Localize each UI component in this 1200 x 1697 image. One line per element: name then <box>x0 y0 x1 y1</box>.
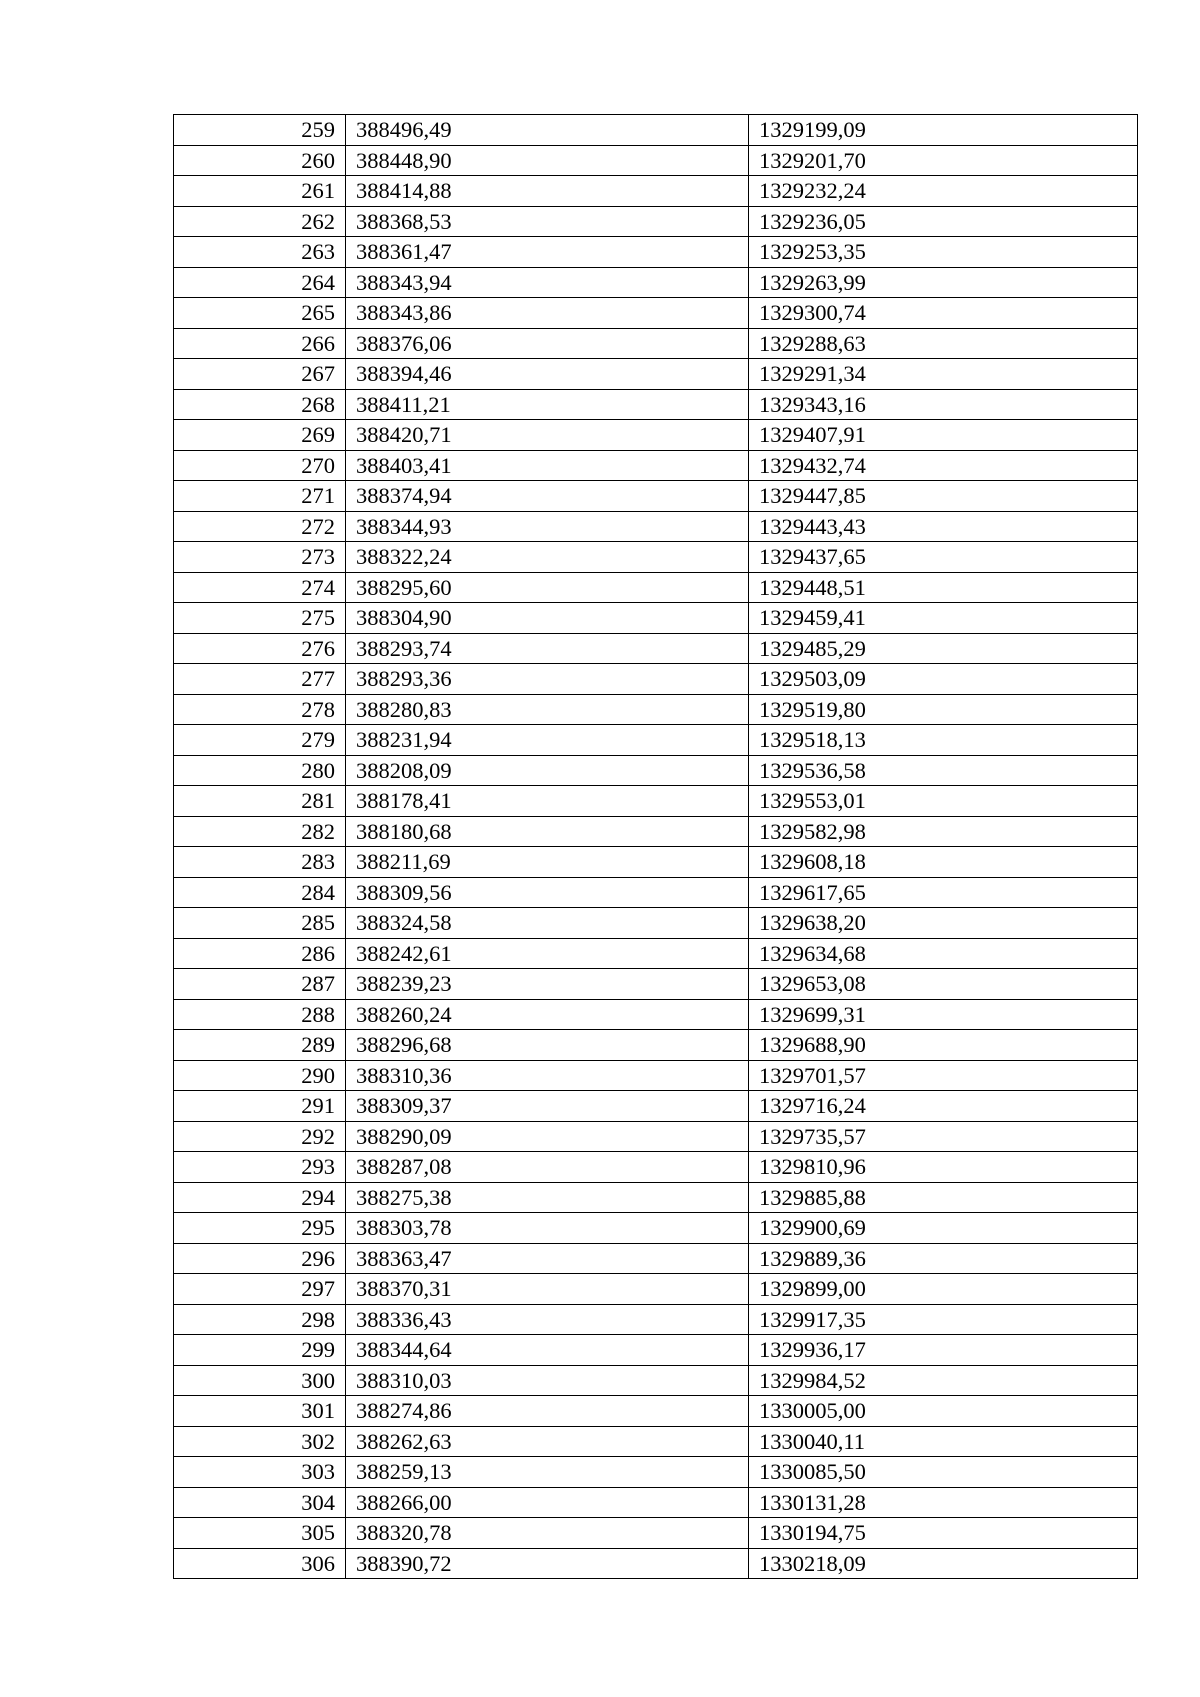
table-row <box>174 1213 1138 1244</box>
point-number-cell: 290 <box>174 1060 346 1091</box>
y-coordinate-cell: 1329443,43 <box>749 511 1138 542</box>
table-row <box>174 1152 1138 1183</box>
y-coordinate-cell: 1329447,85 <box>749 481 1138 512</box>
y-coordinate-cell: 1329701,57 <box>749 1060 1138 1091</box>
x-coordinate-cell: 388322,24 <box>346 542 749 573</box>
y-coordinate-cell: 1329553,01 <box>749 786 1138 817</box>
x-coordinate-cell: 388390,72 <box>346 1548 749 1579</box>
y-coordinate-cell: 1329638,20 <box>749 908 1138 939</box>
point-number-cell: 264 <box>174 267 346 298</box>
point-number-cell: 276 <box>174 633 346 664</box>
x-coordinate-cell: 388211,69 <box>346 847 749 878</box>
table-row <box>174 755 1138 786</box>
x-coordinate-cell: 388320,78 <box>346 1518 749 1549</box>
point-number-cell: 296 <box>174 1243 346 1274</box>
x-coordinate-cell: 388242,61 <box>346 938 749 969</box>
table-row <box>174 481 1138 512</box>
point-number-cell: 289 <box>174 1030 346 1061</box>
point-number-cell: 268 <box>174 389 346 420</box>
point-number-cell: 292 <box>174 1121 346 1152</box>
table-row <box>174 176 1138 207</box>
y-coordinate-cell: 1329300,74 <box>749 298 1138 329</box>
x-coordinate-cell: 388274,86 <box>346 1396 749 1427</box>
x-coordinate-cell: 388420,71 <box>346 420 749 451</box>
table-row <box>174 1274 1138 1305</box>
point-number-cell: 288 <box>174 999 346 1030</box>
x-coordinate-cell: 388370,31 <box>346 1274 749 1305</box>
y-coordinate-cell: 1330218,09 <box>749 1548 1138 1579</box>
table-row <box>174 1030 1138 1061</box>
table-row <box>174 359 1138 390</box>
y-coordinate-cell: 1329459,41 <box>749 603 1138 634</box>
point-number-cell: 286 <box>174 938 346 969</box>
x-coordinate-cell: 388309,37 <box>346 1091 749 1122</box>
point-number-cell: 260 <box>174 145 346 176</box>
table-row <box>174 603 1138 634</box>
x-coordinate-cell: 388303,78 <box>346 1213 749 1244</box>
x-coordinate-cell: 388260,24 <box>346 999 749 1030</box>
x-coordinate-cell: 388266,00 <box>346 1487 749 1518</box>
table-row <box>174 511 1138 542</box>
x-coordinate-cell: 388239,23 <box>346 969 749 1000</box>
point-number-cell: 283 <box>174 847 346 878</box>
point-number-cell: 273 <box>174 542 346 573</box>
y-coordinate-cell: 1329343,16 <box>749 389 1138 420</box>
table-row <box>174 1426 1138 1457</box>
table-row <box>174 1548 1138 1579</box>
x-coordinate-cell: 388376,06 <box>346 328 749 359</box>
coordinates-table <box>173 114 1138 1579</box>
x-coordinate-cell: 388295,60 <box>346 572 749 603</box>
y-coordinate-cell: 1329503,09 <box>749 664 1138 695</box>
y-coordinate-cell: 1329448,51 <box>749 572 1138 603</box>
x-coordinate-cell: 388336,43 <box>346 1304 749 1335</box>
table-row <box>174 145 1138 176</box>
point-number-cell: 294 <box>174 1182 346 1213</box>
y-coordinate-cell: 1329810,96 <box>749 1152 1138 1183</box>
point-number-cell: 298 <box>174 1304 346 1335</box>
point-number-cell: 263 <box>174 237 346 268</box>
x-coordinate-cell: 388310,03 <box>346 1365 749 1396</box>
x-coordinate-cell: 388290,09 <box>346 1121 749 1152</box>
y-coordinate-cell: 1329608,18 <box>749 847 1138 878</box>
x-coordinate-cell: 388293,36 <box>346 664 749 695</box>
x-coordinate-cell: 388324,58 <box>346 908 749 939</box>
point-number-cell: 297 <box>174 1274 346 1305</box>
point-number-cell: 275 <box>174 603 346 634</box>
x-coordinate-cell: 388496,49 <box>346 115 749 146</box>
table-row <box>174 328 1138 359</box>
x-coordinate-cell: 388310,36 <box>346 1060 749 1091</box>
y-coordinate-cell: 1329199,09 <box>749 115 1138 146</box>
table-row <box>174 1091 1138 1122</box>
y-coordinate-cell: 1329407,91 <box>749 420 1138 451</box>
y-coordinate-cell: 1329263,99 <box>749 267 1138 298</box>
y-coordinate-cell: 1329885,88 <box>749 1182 1138 1213</box>
table-row <box>174 115 1138 146</box>
x-coordinate-cell: 388374,94 <box>346 481 749 512</box>
point-number-cell: 267 <box>174 359 346 390</box>
y-coordinate-cell: 1330194,75 <box>749 1518 1138 1549</box>
x-coordinate-cell: 388343,94 <box>346 267 749 298</box>
point-number-cell: 259 <box>174 115 346 146</box>
point-number-cell: 303 <box>174 1457 346 1488</box>
table-row <box>174 633 1138 664</box>
x-coordinate-cell: 388231,94 <box>346 725 749 756</box>
y-coordinate-cell: 1329536,58 <box>749 755 1138 786</box>
x-coordinate-cell: 388309,56 <box>346 877 749 908</box>
point-number-cell: 266 <box>174 328 346 359</box>
table-row <box>174 694 1138 725</box>
table-row <box>174 420 1138 451</box>
y-coordinate-cell: 1329900,69 <box>749 1213 1138 1244</box>
y-coordinate-cell: 1329437,65 <box>749 542 1138 573</box>
y-coordinate-cell: 1329899,00 <box>749 1274 1138 1305</box>
x-coordinate-cell: 388287,08 <box>346 1152 749 1183</box>
table-row <box>174 206 1138 237</box>
point-number-cell: 284 <box>174 877 346 908</box>
point-number-cell: 278 <box>174 694 346 725</box>
table-row <box>174 999 1138 1030</box>
x-coordinate-cell: 388180,68 <box>346 816 749 847</box>
x-coordinate-cell: 388414,88 <box>346 176 749 207</box>
table-row <box>174 1487 1138 1518</box>
x-coordinate-cell: 388344,64 <box>346 1335 749 1366</box>
point-number-cell: 306 <box>174 1548 346 1579</box>
table-row <box>174 725 1138 756</box>
table-row <box>174 1365 1138 1396</box>
x-coordinate-cell: 388275,38 <box>346 1182 749 1213</box>
y-coordinate-cell: 1329688,90 <box>749 1030 1138 1061</box>
table-row <box>174 908 1138 939</box>
y-coordinate-cell: 1329432,74 <box>749 450 1138 481</box>
point-number-cell: 287 <box>174 969 346 1000</box>
point-number-cell: 274 <box>174 572 346 603</box>
y-coordinate-cell: 1330131,28 <box>749 1487 1138 1518</box>
table-row <box>174 877 1138 908</box>
table-row <box>174 572 1138 603</box>
point-number-cell: 279 <box>174 725 346 756</box>
point-number-cell: 272 <box>174 511 346 542</box>
point-number-cell: 261 <box>174 176 346 207</box>
table-row <box>174 1518 1138 1549</box>
table-row <box>174 389 1138 420</box>
point-number-cell: 277 <box>174 664 346 695</box>
table-row <box>174 1396 1138 1427</box>
y-coordinate-cell: 1329653,08 <box>749 969 1138 1000</box>
point-number-cell: 305 <box>174 1518 346 1549</box>
point-number-cell: 285 <box>174 908 346 939</box>
y-coordinate-cell: 1329735,57 <box>749 1121 1138 1152</box>
x-coordinate-cell: 388343,86 <box>346 298 749 329</box>
y-coordinate-cell: 1330005,00 <box>749 1396 1138 1427</box>
y-coordinate-cell: 1329582,98 <box>749 816 1138 847</box>
y-coordinate-cell: 1329201,70 <box>749 145 1138 176</box>
table-row <box>174 237 1138 268</box>
x-coordinate-cell: 388403,41 <box>346 450 749 481</box>
table-row <box>174 816 1138 847</box>
x-coordinate-cell: 388304,90 <box>346 603 749 634</box>
x-coordinate-cell: 388280,83 <box>346 694 749 725</box>
point-number-cell: 299 <box>174 1335 346 1366</box>
y-coordinate-cell: 1329518,13 <box>749 725 1138 756</box>
point-number-cell: 270 <box>174 450 346 481</box>
x-coordinate-cell: 388363,47 <box>346 1243 749 1274</box>
y-coordinate-cell: 1329288,63 <box>749 328 1138 359</box>
x-coordinate-cell: 388394,46 <box>346 359 749 390</box>
table-row <box>174 1457 1138 1488</box>
y-coordinate-cell: 1329699,31 <box>749 999 1138 1030</box>
y-coordinate-cell: 1329936,17 <box>749 1335 1138 1366</box>
point-number-cell: 271 <box>174 481 346 512</box>
point-number-cell: 281 <box>174 786 346 817</box>
y-coordinate-cell: 1329253,35 <box>749 237 1138 268</box>
point-number-cell: 265 <box>174 298 346 329</box>
table-row <box>174 938 1138 969</box>
x-coordinate-cell: 388344,93 <box>346 511 749 542</box>
y-coordinate-cell: 1329232,24 <box>749 176 1138 207</box>
table-row <box>174 847 1138 878</box>
y-coordinate-cell: 1329617,65 <box>749 877 1138 908</box>
point-number-cell: 302 <box>174 1426 346 1457</box>
table-row <box>174 267 1138 298</box>
table-row <box>174 1060 1138 1091</box>
x-coordinate-cell: 388411,21 <box>346 389 749 420</box>
y-coordinate-cell: 1329984,52 <box>749 1365 1138 1396</box>
point-number-cell: 282 <box>174 816 346 847</box>
table-row <box>174 969 1138 1000</box>
y-coordinate-cell: 1329236,05 <box>749 206 1138 237</box>
point-number-cell: 301 <box>174 1396 346 1427</box>
point-number-cell: 269 <box>174 420 346 451</box>
y-coordinate-cell: 1329291,34 <box>749 359 1138 390</box>
x-coordinate-cell: 388448,90 <box>346 145 749 176</box>
table-row <box>174 1121 1138 1152</box>
x-coordinate-cell: 388259,13 <box>346 1457 749 1488</box>
x-coordinate-cell: 388296,68 <box>346 1030 749 1061</box>
point-number-cell: 300 <box>174 1365 346 1396</box>
x-coordinate-cell: 388178,41 <box>346 786 749 817</box>
table-row <box>174 786 1138 817</box>
y-coordinate-cell: 1330040,11 <box>749 1426 1138 1457</box>
point-number-cell: 293 <box>174 1152 346 1183</box>
y-coordinate-cell: 1330085,50 <box>749 1457 1138 1488</box>
x-coordinate-cell: 388361,47 <box>346 237 749 268</box>
y-coordinate-cell: 1329519,80 <box>749 694 1138 725</box>
x-coordinate-cell: 388208,09 <box>346 755 749 786</box>
table-row <box>174 1182 1138 1213</box>
point-number-cell: 304 <box>174 1487 346 1518</box>
x-coordinate-cell: 388293,74 <box>346 633 749 664</box>
point-number-cell: 262 <box>174 206 346 237</box>
table-row <box>174 450 1138 481</box>
table-row <box>174 1335 1138 1366</box>
table-row <box>174 298 1138 329</box>
point-number-cell: 291 <box>174 1091 346 1122</box>
x-coordinate-cell: 388368,53 <box>346 206 749 237</box>
y-coordinate-cell: 1329889,36 <box>749 1243 1138 1274</box>
point-number-cell: 280 <box>174 755 346 786</box>
y-coordinate-cell: 1329485,29 <box>749 633 1138 664</box>
y-coordinate-cell: 1329716,24 <box>749 1091 1138 1122</box>
table-row <box>174 1304 1138 1335</box>
table-row <box>174 664 1138 695</box>
x-coordinate-cell: 388262,63 <box>346 1426 749 1457</box>
y-coordinate-cell: 1329634,68 <box>749 938 1138 969</box>
y-coordinate-cell: 1329917,35 <box>749 1304 1138 1335</box>
table-row <box>174 542 1138 573</box>
table-row <box>174 1243 1138 1274</box>
point-number-cell: 295 <box>174 1213 346 1244</box>
coordinates-table-body <box>174 115 1138 1579</box>
